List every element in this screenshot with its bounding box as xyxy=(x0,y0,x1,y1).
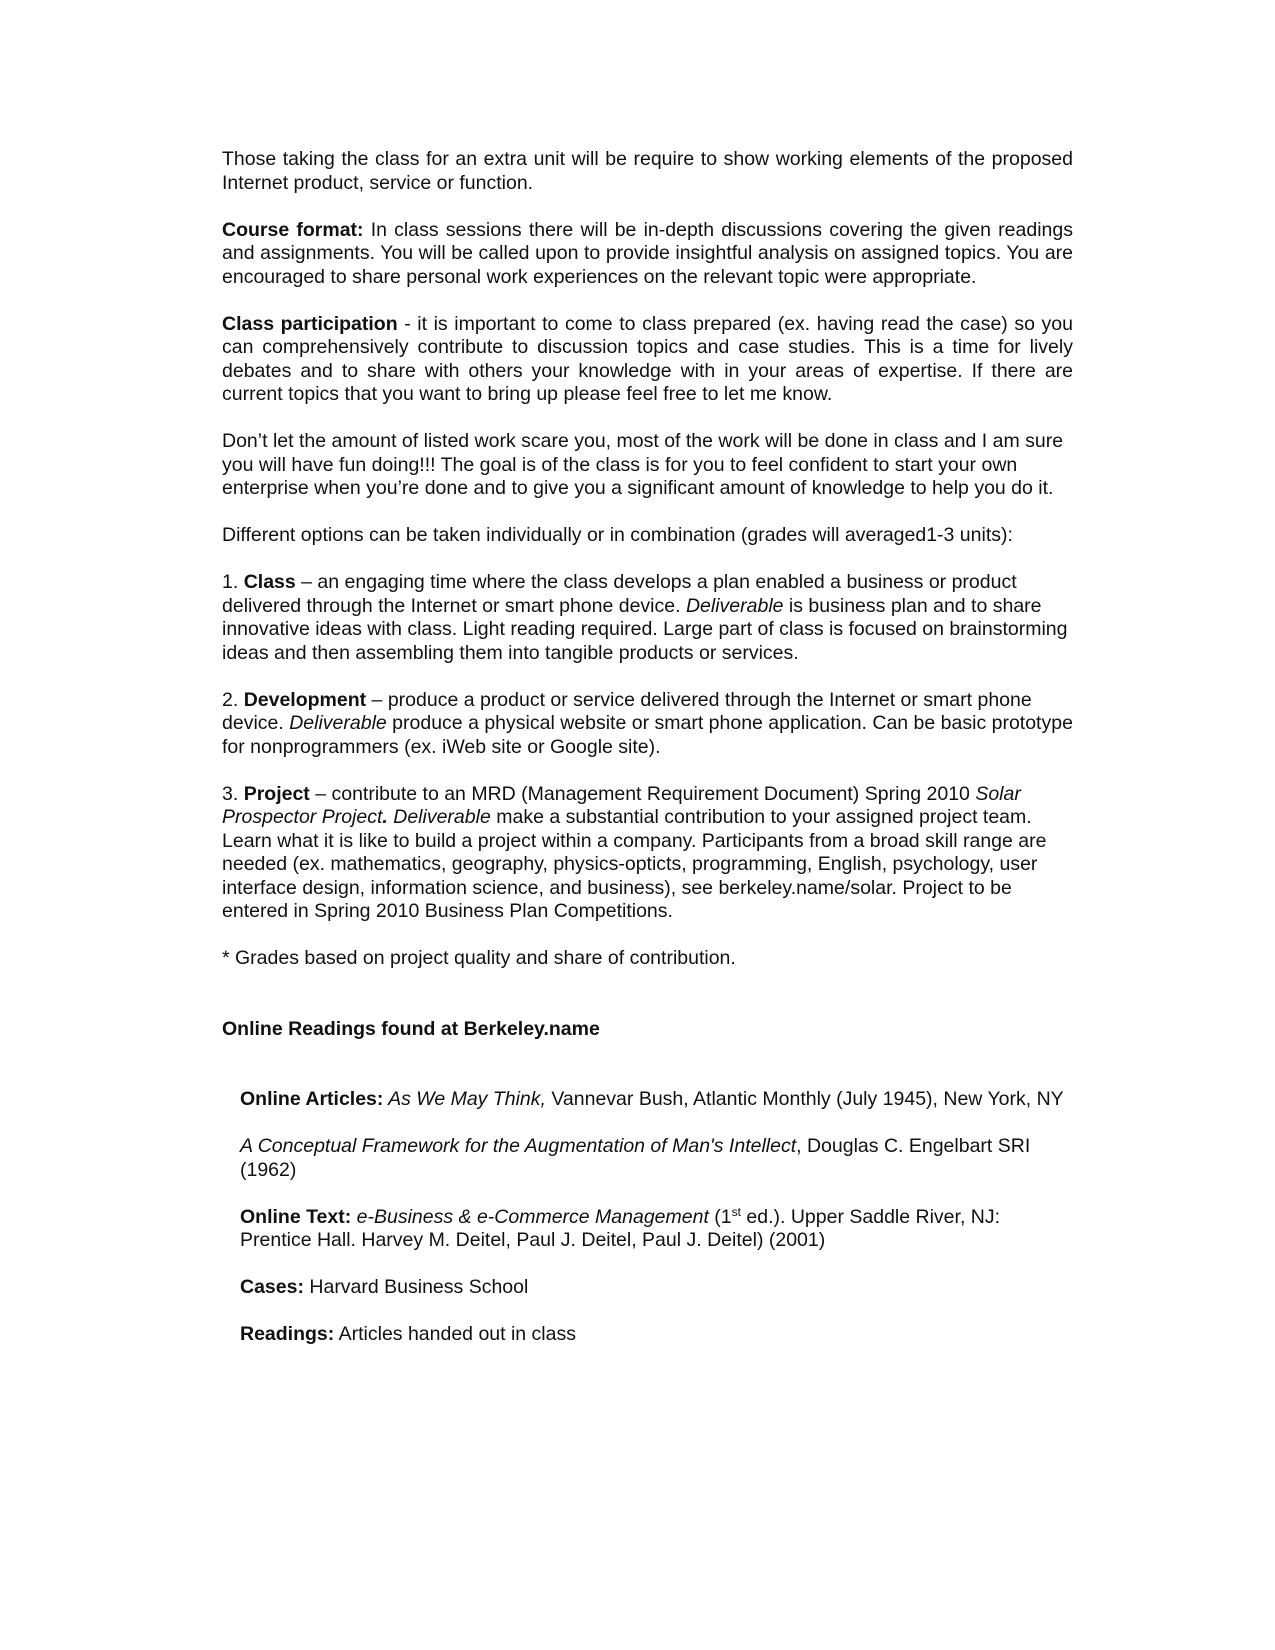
article-details: , Douglas C. Engelbart SRI (1962) xyxy=(240,1135,1031,1181)
article-title: A Conceptual Framework for the Augmentation of Man's Intellect xyxy=(240,1135,797,1157)
cases-text: Harvard Business School xyxy=(303,1276,529,1298)
article-title: As We May Think, xyxy=(383,1088,546,1110)
project-name-period: . xyxy=(382,806,388,828)
online-articles-label: Online Articles: xyxy=(240,1088,384,1110)
online-text-entry xyxy=(240,1206,1073,1253)
option-number: 2. xyxy=(222,688,244,711)
option-label: Project xyxy=(243,782,310,805)
cases-entry xyxy=(240,1276,1073,1300)
course-format-label: Course format: xyxy=(222,218,364,241)
option-label: Development xyxy=(243,688,367,711)
class-participation-text: - it is important to come to class prepared (ex. having read the case) so you can comprehensively contribute to discussion topics and case studies. This is a time for lively debates and to share with others your knowledge with in your areas of expertise. If there are current topics that you want to bring up please feel free to let me know. xyxy=(222,312,1073,405)
edition-superscript: st xyxy=(731,1204,741,1219)
readings-text: Articles handed out in class xyxy=(334,1323,576,1345)
course-format-text: In class sessions there will be in-depth discussions covering the given readings and assignments. You will be called upon to provide insightful analysis on assigned topics. You are encouraged to share personal work experiences on the relevant topic were appropriate. xyxy=(222,218,1073,288)
option-text: – contribute to an MRD (Management Requirement Document) Spring 2010 xyxy=(309,782,976,805)
extra-unit-paragraph: Those taking the class for an extra unit will be require to show working elements of the proposed Internet product, service or function. xyxy=(222,148,1073,194)
encouragement-paragraph: Don’t let the amount of listed work scare you, most of the work will be done in class and I am sure you will have fun doing!!! The goal is of the class is for you to feel confident to start your own enterprise when you’re done and to give you a significant amount of knowledge to help you do it. xyxy=(222,430,1064,499)
cases-label: Cases: xyxy=(240,1276,304,1298)
option-class xyxy=(222,571,1073,665)
text-details: ed.). Upper Saddle River, NJ: Prentice Hall. Harvey M. Deitel, Paul J. Deitel, Paul J. Deitel) (2001) xyxy=(240,1205,1001,1251)
document-page xyxy=(222,148,1073,1370)
course-format-paragraph xyxy=(222,219,1073,290)
option-deliverable-text: make a substantial contribution to your assigned project team. Learn what it is like to build a project within a company. Participants from a broad skill range are needed (ex. mathematics, geography, physics-opticts, programming, English, psychology, user interface design, information science, and business), see berkeley.name/solar. Project to be entered in Spring 2010 Business Plan Competitions. xyxy=(222,806,1047,922)
online-readings-heading: Online Readings found at Berkeley.name xyxy=(222,1017,600,1040)
text-title: e-Business & e-Commerce Management xyxy=(351,1205,709,1228)
deliverable-label: Deliverable xyxy=(685,594,784,617)
option-project xyxy=(222,783,1073,924)
readings-label: Readings: xyxy=(240,1323,335,1345)
article-details: Vannevar Bush, Atlantic Monthly (July 1945), New York, NY xyxy=(545,1088,1064,1110)
option-label: Class xyxy=(243,571,296,593)
readings-entry xyxy=(240,1323,1073,1347)
deliverable-label: Deliverable xyxy=(289,712,387,734)
readings-list xyxy=(240,1088,1073,1347)
online-articles-entry xyxy=(240,1088,1073,1112)
option-number: 1. xyxy=(222,571,244,593)
option-development xyxy=(222,689,1073,760)
option-deliverable-text: produce a physical website or smart phone application. Can be basic prototype for nonprogrammers (ex. iWeb site or Google site). xyxy=(222,712,1073,758)
class-participation-paragraph xyxy=(222,313,1073,407)
deliverable-label: Deliverable xyxy=(393,806,491,828)
online-text-label: Online Text: xyxy=(240,1205,352,1228)
text-edition: (1 xyxy=(708,1205,732,1228)
option-number: 3. xyxy=(222,782,244,805)
grades-note: * Grades based on project quality and share of contribution. xyxy=(222,947,736,969)
options-intro: Different options can be taken individually or in combination (grades will averaged1-3 units): xyxy=(222,524,1013,546)
class-participation-label: Class participation xyxy=(222,312,398,335)
option-text: – produce a product or service delivered through the Internet or smart phone device. xyxy=(222,688,1032,734)
option-text: – an engaging time where the class develops a plan enabled a business or product delivered through the Internet or smart phone device. xyxy=(222,571,1017,617)
project-name: Solar Prospector Project xyxy=(222,782,1021,828)
option-deliverable-text: is business plan and to share innovative ideas with class. Light reading required. Large part of class is focused on brainstorming ideas and then assembling them into tangible products or services. xyxy=(222,594,1068,664)
conceptual-framework-entry xyxy=(240,1135,1073,1182)
